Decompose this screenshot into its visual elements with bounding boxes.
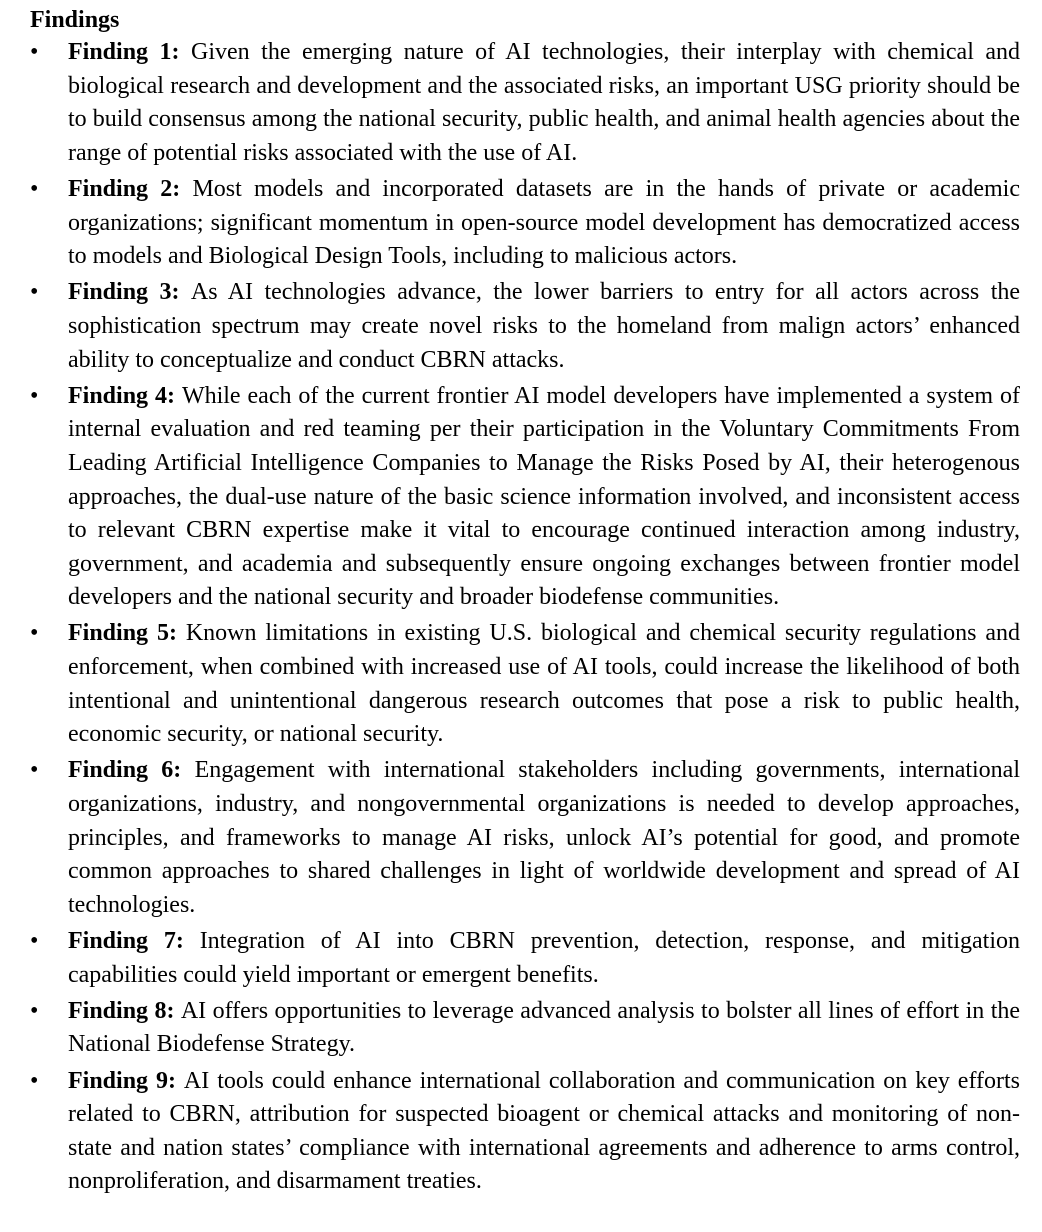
finding-6 bbox=[30, 754, 1020, 922]
finding-text: Most models and incorporated datasets are in the hands of private or academic organizations; significant momentum in open-source model development has democratized access to models and Biological Design Tools, including to malicious actors. bbox=[68, 175, 1021, 270]
finding-1 bbox=[30, 36, 1020, 170]
finding-4 bbox=[30, 380, 1020, 615]
finding-text: Integration of AI into CBRN prevention, detection, response, and mitigation capabilities could yield important or emergent benefits. bbox=[68, 928, 1020, 988]
finding-label: Finding 9: bbox=[68, 1067, 184, 1094]
findings-list bbox=[30, 36, 1020, 1199]
finding-7 bbox=[30, 925, 1020, 992]
finding-text: AI offers opportunities to leverage advanced analysis to bolster all lines of effort in the National Biodefense Strategy. bbox=[68, 997, 1021, 1058]
bullet-icon: • bbox=[30, 175, 39, 202]
finding-label: Finding 2: bbox=[68, 175, 193, 202]
bullet-icon: • bbox=[30, 757, 39, 784]
finding-label: Finding 1: bbox=[68, 39, 192, 65]
finding-label: Finding 5: bbox=[68, 620, 186, 647]
finding-label: Finding 8: bbox=[68, 997, 181, 1024]
finding-label: Finding 7: bbox=[68, 928, 200, 954]
bullet-icon: • bbox=[30, 997, 39, 1024]
finding-9 bbox=[30, 1065, 1020, 1199]
bullet-icon: • bbox=[30, 39, 39, 65]
finding-text: While each of the current frontier AI model developers have implemented a system of internal evaluation and red teaming per their participation in the Voluntary Commitments From Leading Artificial Intelligence Companies to Manage the Risks Posed by AI, their heterogenous approaches, the dual-use nature of the basic science information involved, and inconsistent access to relevant CBRN expertise make it vital to encourage continued interaction among industry, government, and academia and subsequently ensure ongoing exchanges between frontier model developers and the national security and broader biodefense communities. bbox=[68, 382, 1020, 611]
bullet-icon: • bbox=[30, 620, 39, 647]
finding-3 bbox=[30, 276, 1020, 377]
finding-text: AI tools could enhance international collaboration and communication on key efforts related to CBRN, attribution for suspected bioagent or chemical attacks and monitoring of non-state and nation states’ compliance with international agreements and adherence to arms control, nonproliferation, and disarmament treaties. bbox=[68, 1067, 1020, 1195]
finding-label: Finding 4: bbox=[68, 382, 182, 409]
bullet-icon: • bbox=[30, 382, 39, 409]
bullet-icon: • bbox=[30, 1067, 39, 1094]
finding-5 bbox=[30, 617, 1020, 751]
bullet-icon: • bbox=[30, 279, 39, 306]
finding-text: Engagement with international stakeholders including governments, international organizations, industry, and nongovernmental organizations is needed to develop approaches, principles, and frameworks to manage AI risks, unlock AI’s potential for good, and promote common approaches to shared challenges in light of worldwide development and spread of AI technologies. bbox=[68, 757, 1020, 918]
finding-text: Known limitations in existing U.S. biological and chemical security regulations and enforcement, when combined with increased use of AI tools, could increase the likelihood of both intentional and unintentional dangerous research outcomes that pose a risk to public health, economic security, or national security. bbox=[68, 620, 1020, 748]
section-heading: Findings bbox=[30, 7, 120, 33]
finding-text: Given the emerging nature of AI technologies, their interplay with chemical and biological research and development and the associated risks, an important USG priority should be to build consensus among the national security, public health, and animal health agencies about the range of potential risks associated with the use of AI. bbox=[68, 39, 1021, 166]
finding-2 bbox=[30, 173, 1020, 274]
bullet-icon: • bbox=[30, 928, 39, 954]
finding-label: Finding 6: bbox=[68, 757, 195, 784]
finding-8 bbox=[30, 995, 1020, 1062]
finding-label: Finding 3: bbox=[68, 279, 191, 306]
finding-text: As AI technologies advance, the lower barriers to entry for all actors across the sophistication spectrum may create novel risks to the homeland from malign actors’ enhanced ability to conceptualize and conduct CBRN attacks. bbox=[68, 279, 1021, 373]
